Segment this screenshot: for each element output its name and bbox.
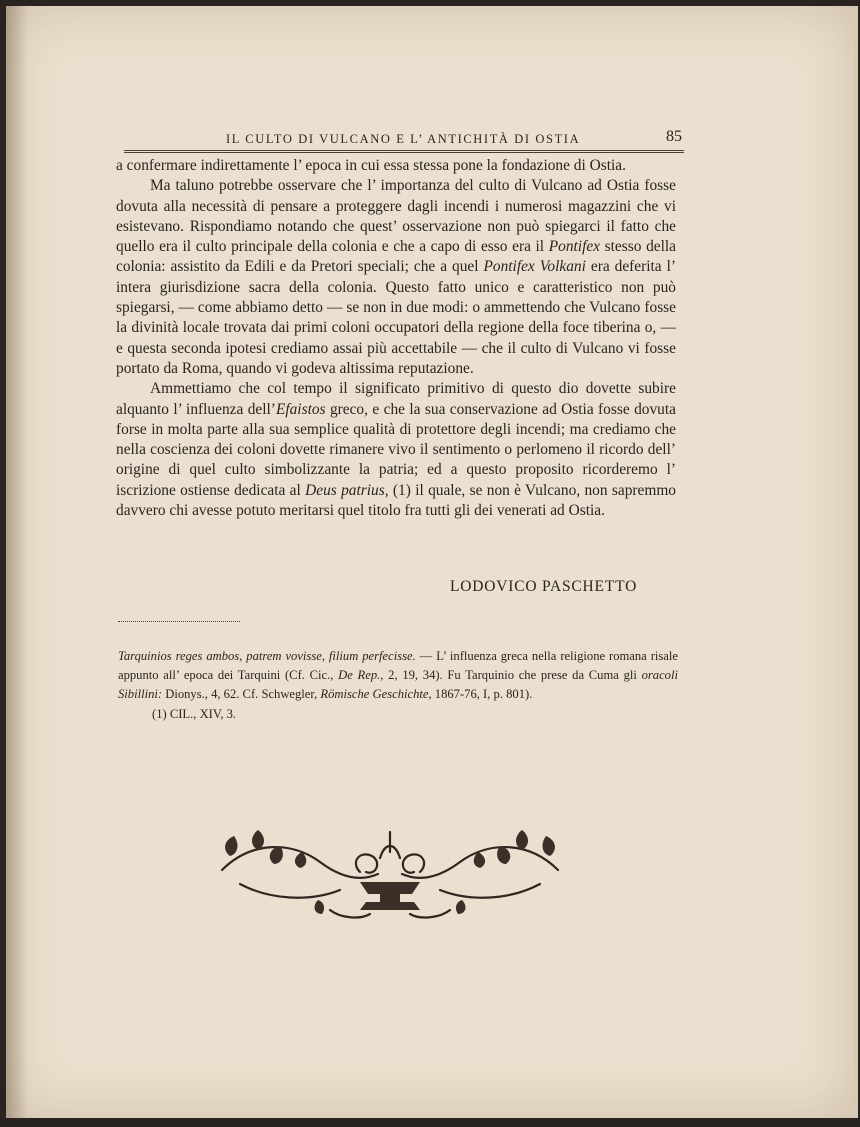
p3-deus-patrius: Deus patrius, xyxy=(305,481,389,499)
p1-text: a confermare indirettamente l’ epoca in cui essa stessa pone la fondazione di Ostia. xyxy=(116,157,626,174)
header-rule xyxy=(124,150,684,153)
paragraph-3 xyxy=(116,379,676,521)
page-number: 85 xyxy=(666,128,682,145)
fn1-text-c: Dionys., 4, 62. Cf. Schwegler, xyxy=(165,687,318,702)
fn1-romische: Römische Geschichte, xyxy=(320,687,432,702)
p3-text-c: (1) il quale, se non è Vulcano, non sapremmo davvero chi avesse potuto meritarsi quel titolo fra tutti gli dei venerati ad Ostia. xyxy=(116,481,676,520)
fn1-de-rep: De Rep., xyxy=(338,668,384,683)
floral-vase-ornament-icon xyxy=(210,822,570,928)
p3-efaistos: Efaistos xyxy=(275,400,326,418)
footnote-1 xyxy=(118,647,678,705)
fn1-oracoli: oracoli Sibillini: xyxy=(118,668,678,702)
author-signature: LODOVICO PASCHETTO xyxy=(450,578,638,595)
running-head: IL CULTO DI VULCANO E L’ ANTICHITÀ DI OSTIA xyxy=(226,132,581,146)
footnote-2 xyxy=(118,705,678,724)
page-header xyxy=(124,130,684,152)
p2-text-a: Ma taluno potrebbe osservare che l’ importanza del culto di Vulcano ad Ostia fosse dovuta alla necessità di pensare a proteggere dagli incendi i numerosi magazzini che vi esistevano. Rispondiamo notando che quest’ osservazione non può spiegarci il fatto che quello era il culto principale della colonia e che a capo di esso era il xyxy=(116,177,676,256)
paragraph-2 xyxy=(116,176,676,379)
p2-text-c: era deferita l’ intera giurisdizione sacra della colonia. Questo fatto unico e caratteristico non può spiegarsi, — come abbiamo detto — se non in due modi: o ammettendo che Vulcano fosse la divinità locale trovata dai primi coloni occupatori della regione della foce tiberina o, — e questa seconda ipotesi crediamo assai più accettabile — che il culto di Vulcano vi fosse portato da Roma, quando vi godeva altissima reputazione. xyxy=(116,258,676,377)
footnotes xyxy=(118,647,678,724)
fn2-text: (1) CIL., XIV, 3. xyxy=(152,706,237,721)
fn1-text-d: 1867-76, I, p. 801). xyxy=(434,687,533,702)
fn1-text-b: 2, 19, 34). Fu Tarquinio che prese da Cuma gli xyxy=(388,668,637,683)
p2-text-b: stesso della colonia: assistito da Edili e da Pretori speciali; che a quel xyxy=(116,238,676,276)
p2-pontifex-volkani: Pontifex Volkani xyxy=(483,258,586,276)
paragraph-1 xyxy=(116,156,676,176)
fn1-text-a: — L’ influenza greca nella religione romana risale appunto all’ epoca dei Tarquini (Cf. Cic., xyxy=(118,649,678,683)
page-gutter-shadow xyxy=(6,6,28,1118)
footnote-separator xyxy=(118,621,240,622)
main-text xyxy=(116,156,676,521)
p3-text-a: Ammettiamo che col tempo il significato primitivo di questo dio dovette subire alquanto l’ influenza dell’ xyxy=(116,380,676,418)
p2-pontifex: Pontifex xyxy=(548,238,601,256)
p3-text-b: greco, e che la sua conservazione ad Ostia fosse dovuta forse in molta parte alla sua semplice qualità di protettore degli incendi; ma crediamo che nella coscienza dei coloni dovette rimanere vivo il sentimento o perlomeno il ricordo dell’ origine di quel culto simbolizzante la patria; ed a questo proposito ricorderemo l’ iscrizione ostiense dedicata al xyxy=(116,400,676,499)
fn1-quote: Tarquinios reges ambos, patrem vovisse, filium perfecisse. xyxy=(118,649,416,663)
